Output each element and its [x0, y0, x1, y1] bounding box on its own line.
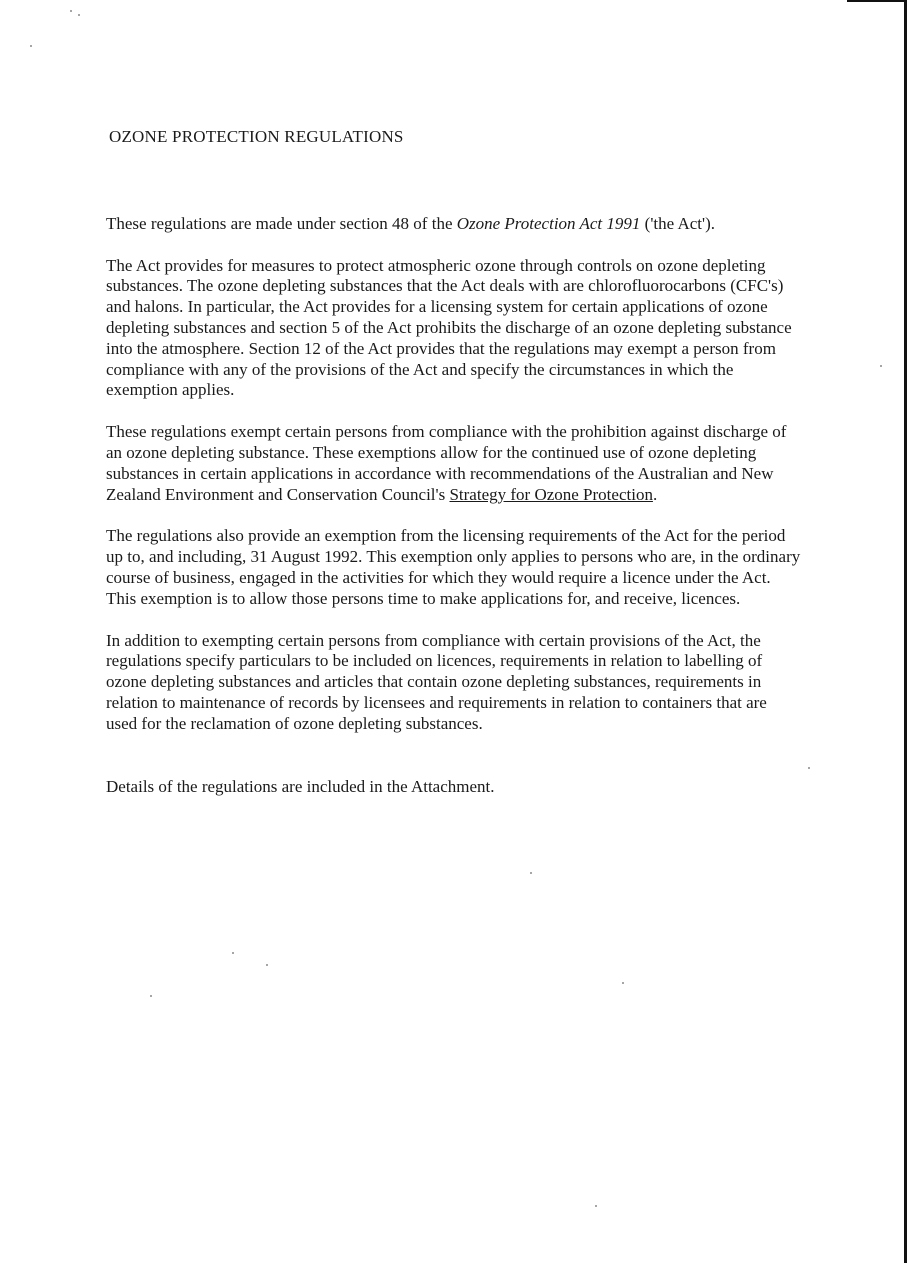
- intro-paragraph: [106, 214, 802, 235]
- scan-speck: [150, 995, 152, 997]
- act-title: Ozone Protection Act 1991: [456, 213, 641, 233]
- act-overview-paragraph: The Act provides for measures to protect atmospheric ozone through controls on ozone depleting substances. The ozone depleting substances that the Act deals with are chlorofluorocarbons (CFC's) and halons. In particular, the Act provides for a licensing system for certain applications of ozone depleting substances and section 5 of the Act prohibits the discharge of an ozone depleting substance into the atmosphere. Section 12 of the Act provides that the regulations may exempt a person from compliance with any of the provisions of the Act and specify the circumstances in which the exemption applies.: [106, 255, 792, 400]
- scan-speck: [530, 872, 532, 874]
- exemptions-text-start: These regulations exempt certain persons from compliance with the prohibition against discharge of an ozone depleting substance. These exemptions allow for the continued use of ozone depleting substances in certain applications in accordance with recommendations of the Australian and New Zealand Environment and Conservation Council's: [106, 422, 787, 504]
- intro-text-end: ('the Act').: [640, 213, 715, 233]
- scan-speck: [622, 982, 624, 984]
- scan-speck: [808, 767, 810, 769]
- scan-speck: [880, 365, 882, 367]
- additional-provisions-paragraph: In addition to exempting certain persons from compliance with certain provisions of the Act, the regulations specify particulars to be included on licences, requirements in relation to labelling of ozone depleting substances and articles that contain ozone depleting substances, requirements in relation to maintenance of records by licensees and requirements in relation to containers that are used for the reclamation of ozone depleting substances.: [106, 630, 767, 733]
- attachment-note: Details of the regulations are included in the Attachment.: [106, 776, 495, 796]
- scan-edge-top: [847, 0, 907, 2]
- intro-text-start: These regulations are made under section 48 of the: [106, 213, 457, 233]
- scan-speck: [30, 45, 32, 47]
- document-page: [106, 124, 802, 797]
- scan-speck: [595, 1205, 597, 1207]
- exemptions-paragraph: [106, 422, 802, 505]
- scan-speck: [232, 952, 234, 954]
- strategy-title: Strategy for Ozone Protection: [449, 484, 653, 504]
- licensing-paragraph: The regulations also provide an exemption from the licensing requirements of the Act for the period up to, and including, 31 August 1992. This exemption only applies to persons who are, in the ordinary course of business, engaged in the activities for which they would require a licence under the Act. This exemption is to allow those persons time to make applications for, and receive, licences.: [106, 526, 801, 608]
- scan-speck: [266, 964, 268, 966]
- exemptions-text-end: .: [652, 484, 658, 504]
- scan-speck: [78, 14, 80, 16]
- document-heading: OZONE PROTECTION REGULATIONS: [109, 127, 404, 146]
- scan-speck: [70, 10, 72, 12]
